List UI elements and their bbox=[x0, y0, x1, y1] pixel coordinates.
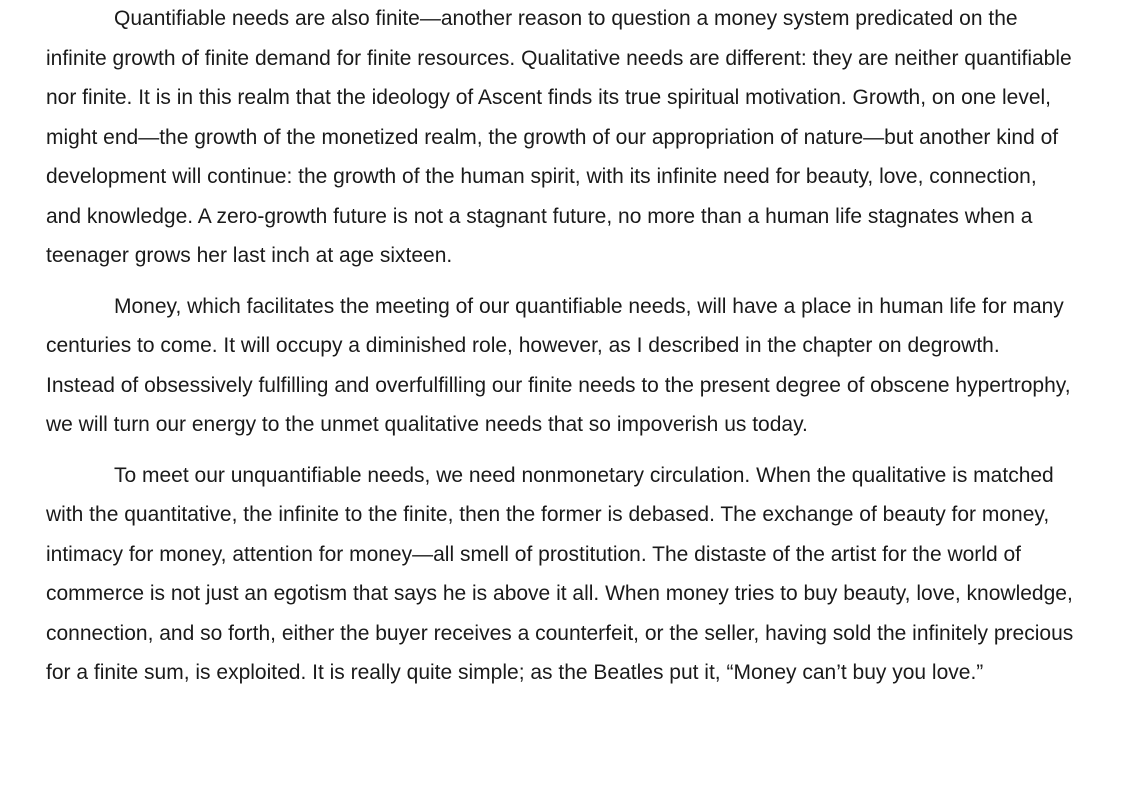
document-body bbox=[46, 0, 1074, 704]
paragraph-1: Quantifiable needs are also finite—another reason to question a money system predicated on the infinite growth of finite demand for finite resources. Qualitative needs are different: they are neither quantifiable nor finite. It is in this realm that the ideology of Ascent finds its true spiritual motivation. Growth, on one level, might end—the growth of the monetized realm, the growth of our appropriation of nature—but another kind of development will continue: the growth of the human spirit, with its infinite need for beauty, love, connection, and knowledge. A zero-growth future is not a stagnant future, no more than a human life stagnates when a teenager grows her last inch at age sixteen. bbox=[46, 7, 1072, 267]
paragraph-3: To meet our unquantifiable needs, we need nonmonetary circulation. When the qualitative is matched with the quantitative, the infinite to the finite, then the former is debased. The exchange of beauty for money, intimacy for money, attention for money—all smell of prostitution. The distaste of the artist for the world of commerce is not just an egotism that says he is above it all. When money tries to buy beauty, love, knowledge, connection, and so forth, either the buyer receives a counterfeit, or the seller, having sold the infinitely precious for a finite sum, is exploited. It is really quite simple; as the Beatles put it, “Money can’t buy you love.” bbox=[46, 463, 1074, 684]
paragraph-2: Money, which facilitates the meeting of our quantifiable needs, will have a place in human life for many centuries to come. It will occupy a diminished role, however, as I described in the chapter on degrowth. Instead of obsessively fulfilling and overfulfilling our finite needs to the present degree of obscene hypertrophy, we will turn our energy to the unmet qualitative needs that so impoverish us today. bbox=[46, 294, 1071, 436]
